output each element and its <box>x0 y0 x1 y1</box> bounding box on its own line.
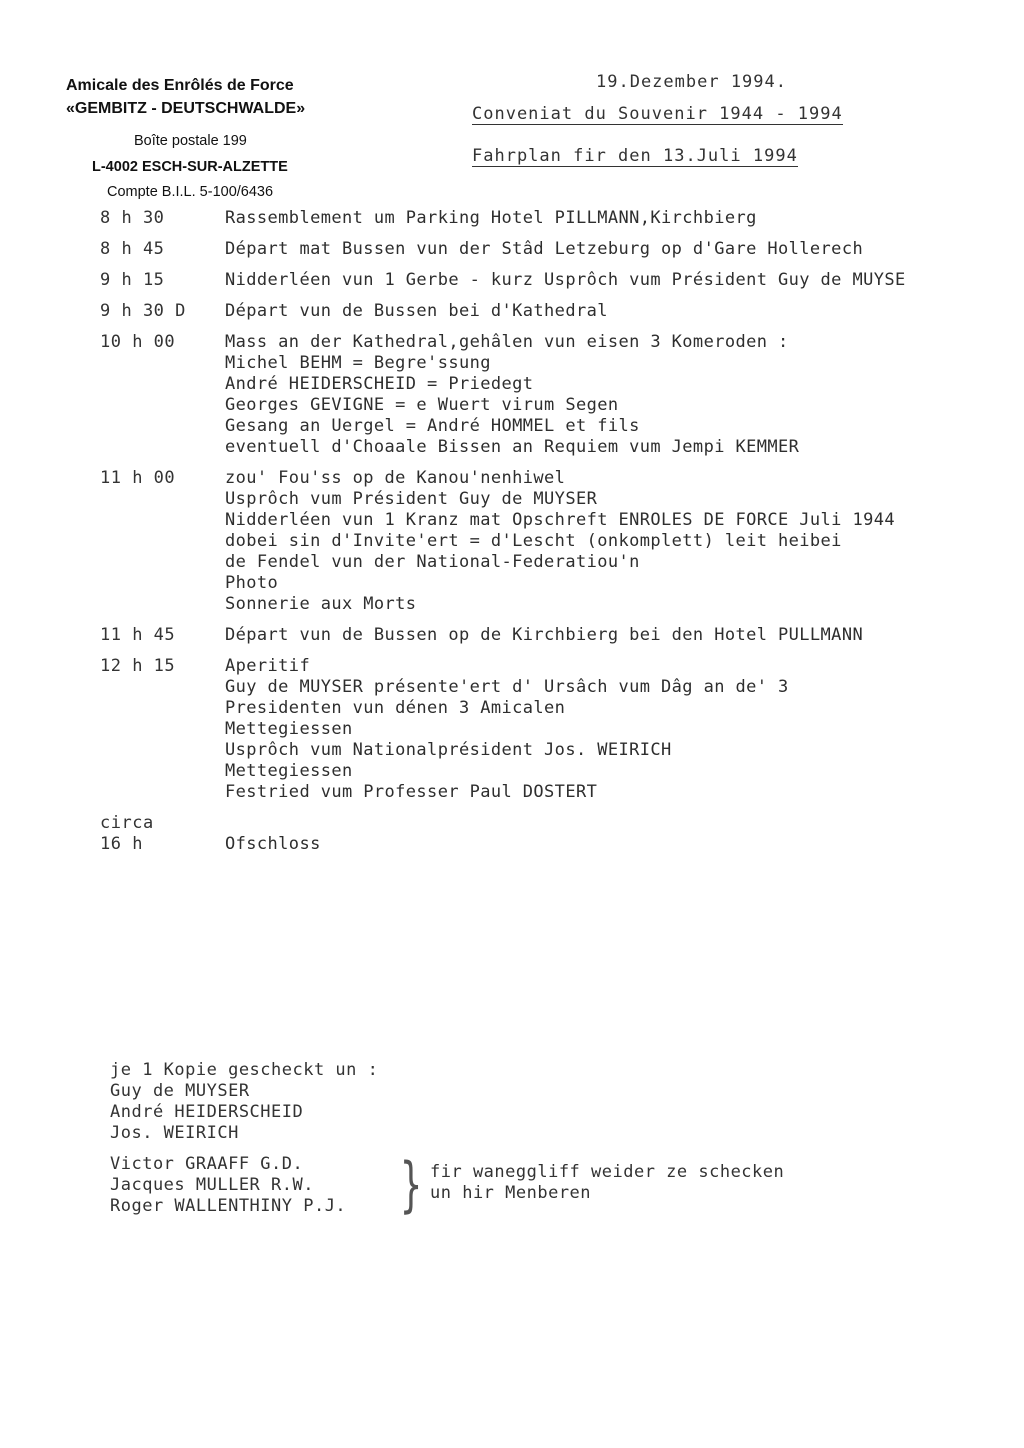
entry-lines <box>225 625 1018 646</box>
document-subtitle: Fahrplan fir den 13.Juli 1994 <box>472 146 798 166</box>
entry-time: circa 16 h <box>100 813 154 854</box>
entry-time: 12 h 15 <box>100 656 176 676</box>
entry-line: Photo <box>225 573 279 593</box>
entry-line: Sonnerie aux Morts <box>225 594 417 614</box>
entry-time: 11 h 45 <box>100 625 176 645</box>
document-title: Conveniat du Souvenir 1944 - 1994 <box>472 104 843 124</box>
entry-lines <box>225 208 1018 229</box>
schedule-entry <box>100 813 1018 855</box>
letterhead <box>66 74 346 203</box>
schedule <box>100 208 1018 865</box>
forward-block <box>110 1150 910 1220</box>
entry-lines <box>225 301 1018 322</box>
entry-line <box>225 813 1018 834</box>
entry-line: Georges GEVIGNE = e Wuert virum Segen <box>225 395 619 415</box>
entry-time: 9 h 15 <box>100 270 165 290</box>
entry-time: 11 h 00 <box>100 468 176 488</box>
recipient: Guy de MUYSER <box>110 1081 250 1101</box>
schedule-entry <box>100 656 1018 803</box>
entry-time: 8 h 30 <box>100 208 165 228</box>
entry-lines <box>225 270 1018 291</box>
entry-line: Mass an der Kathedral,gehâlen vun eisen 3 Komeroden : <box>225 332 789 352</box>
entry-time: 10 h 00 <box>100 332 176 352</box>
entry-line: Ofschloss <box>225 834 321 854</box>
entry-lines <box>225 656 1018 803</box>
org-subtitle: «GEMBITZ - DEUTSCHWALDE» <box>66 100 306 117</box>
entry-time: 9 h 30 D <box>100 301 186 321</box>
entry-line: Mettegiessen <box>225 761 353 781</box>
forward-note-line: un hir Menberen <box>430 1183 592 1203</box>
entry-line: Nidderléen vun 1 Kranz mat Opschreft ENROLES DE FORCE Juli 1944 <box>225 510 895 530</box>
entry-time: 8 h 45 <box>100 239 165 259</box>
entry-lines <box>225 332 1018 458</box>
entry-line: Nidderléen vun 1 Gerbe - kurz Usprôch vum Président Guy de MUYSE <box>225 270 906 290</box>
entry-line: Festried vum Professer Paul DOSTERT <box>225 782 598 802</box>
entry-line: dobei sin d'Invite'ert = d'Lescht (onkomplett) leit heibei <box>225 531 842 551</box>
entry-line: Aperitif <box>225 656 311 676</box>
schedule-entry <box>100 468 1018 615</box>
schedule-entry <box>100 270 1018 291</box>
entry-line: Départ vun de Bussen op de Kirchbierg bei den Hotel PULLMANN <box>225 625 864 645</box>
entry-lines <box>225 468 1018 615</box>
schedule-entry <box>100 208 1018 229</box>
distribution-footer <box>110 1060 910 1220</box>
org-name: Amicale des Enrôlés de Force <box>66 77 294 94</box>
postbox: Boîte postale 199 <box>134 133 247 149</box>
entry-line: Guy de MUYSER présente'ert d' Ursâch vum Dâg an de' 3 <box>225 677 789 697</box>
forward-recipient: Victor GRAAFF G.D. <box>110 1154 304 1174</box>
forward-recipient: Roger WALLENTHINY P.J. <box>110 1196 347 1216</box>
bank-account: Compte B.I.L. 5-100/6436 <box>107 184 274 200</box>
forward-note <box>430 1162 784 1204</box>
entry-line: de Fendel vun der National-Federatiou'n <box>225 552 640 572</box>
entry-line: Usprôch vum Président Guy de MUYSER <box>225 489 598 509</box>
entry-line: Départ mat Bussen vun der Stâd Letzeburg op d'Gare Hollerech <box>225 239 864 259</box>
entry-lines <box>225 813 1018 855</box>
entry-line: Michel BEHM = Begre'ssung <box>225 353 491 373</box>
copy-note: je 1 Kopie gescheckt un : <box>110 1060 379 1080</box>
forward-recipient: Jacques MULLER R.W. <box>110 1175 314 1195</box>
city: L-4002 ESCH-SUR-ALZETTE <box>92 159 288 175</box>
schedule-entry <box>100 301 1018 322</box>
recipient: Jos. WEIRICH <box>110 1123 239 1143</box>
recipient: André HEIDERSCHEID <box>110 1102 304 1122</box>
entry-line: Usprôch vum Nationalprésident Jos. WEIRICH <box>225 740 672 760</box>
entry-line: Presidenten vun dénen 3 Amicalen <box>225 698 566 718</box>
entry-line: Rassemblement um Parking Hotel PILLMANN,Kirchbierg <box>225 208 757 228</box>
entry-lines <box>225 239 1018 260</box>
entry-line: zou' Fou'ss op de Kanou'nenhiwel <box>225 468 566 488</box>
entry-line: eventuell d'Choaale Bissen an Requiem vum Jempi KEMMER <box>225 437 800 457</box>
brace: } <box>399 1150 423 1220</box>
entry-line: Départ vun de Bussen bei d'Kathedral <box>225 301 608 321</box>
schedule-entry <box>100 625 1018 646</box>
entry-line: Mettegiessen <box>225 719 353 739</box>
forward-note-line: fir waneggliff weider ze schecken <box>430 1162 785 1182</box>
schedule-entry <box>100 332 1018 458</box>
entry-line: André HEIDERSCHEID = Priedegt <box>225 374 534 394</box>
schedule-entry <box>100 239 1018 260</box>
entry-line: Gesang an Uergel = André HOMMEL et fils <box>225 416 640 436</box>
document-date: 19.Dezember 1994. <box>596 72 787 92</box>
